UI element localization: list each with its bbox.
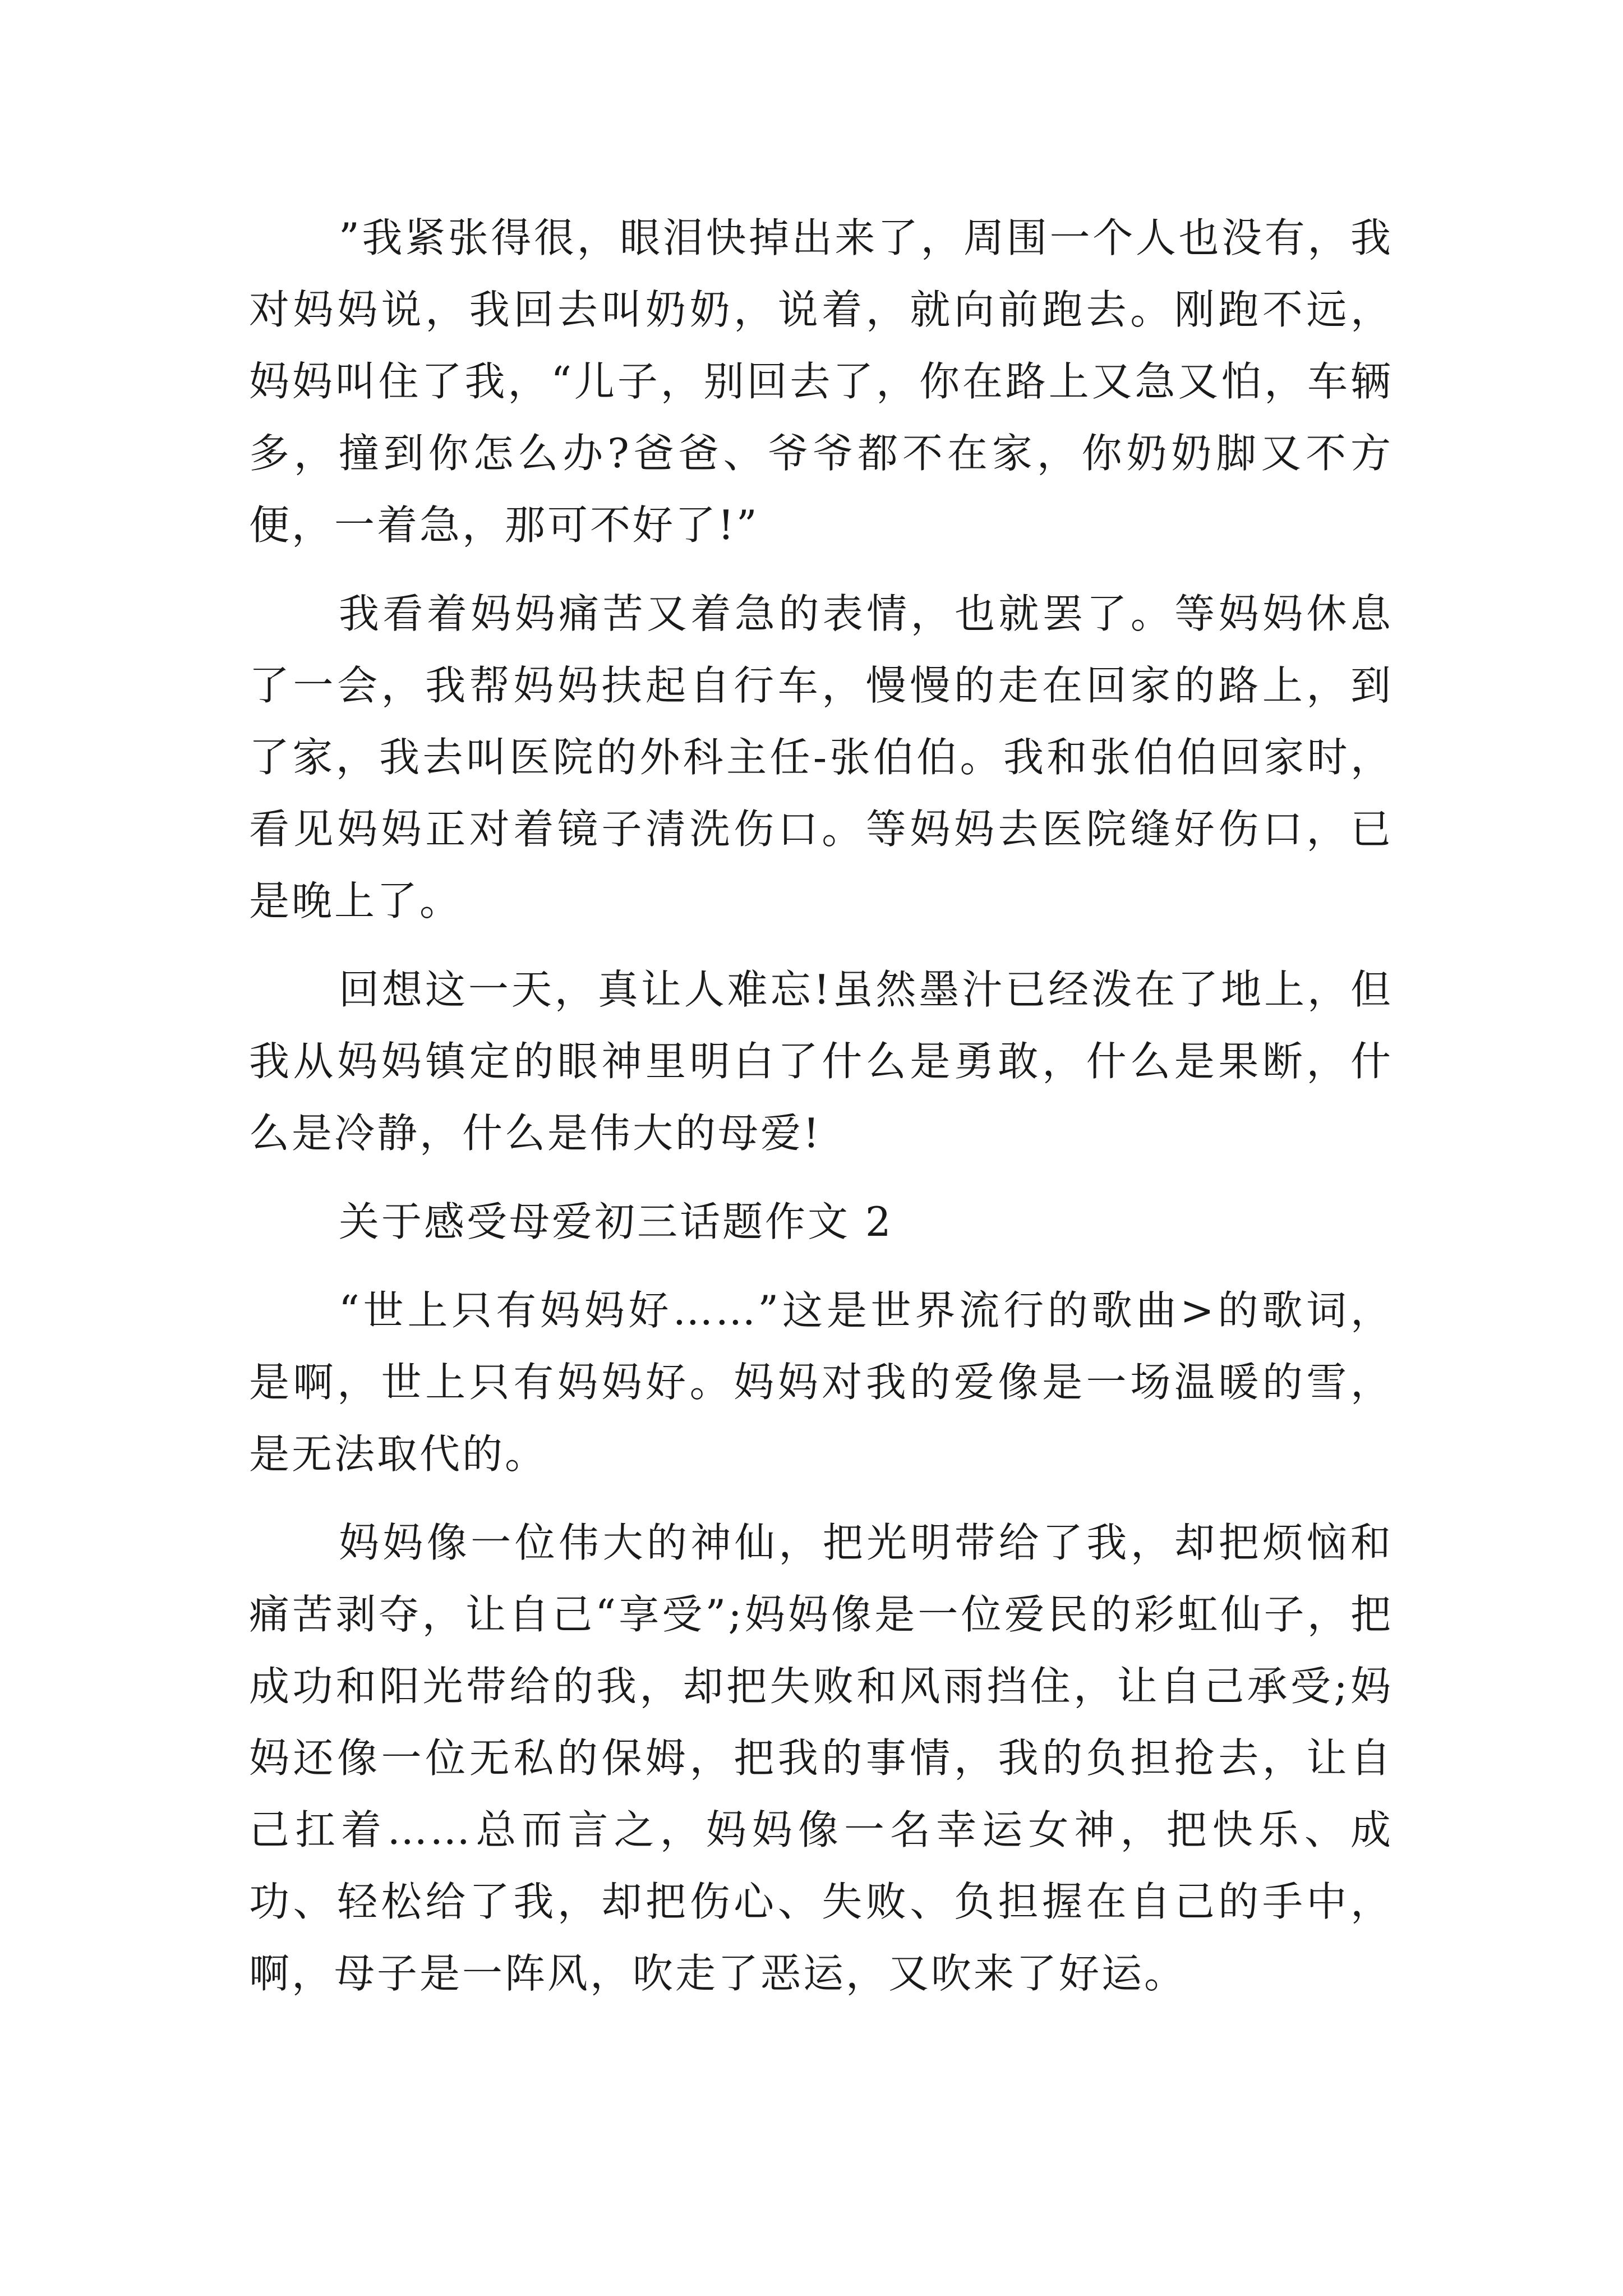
document-body	[249, 202, 1393, 2026]
paragraph-1: ”我紧张得很，眼泪快掉出来了，周围一个人也没有，我对妈妈说，我回去叫奶奶，说着，就向前跑去。刚跑不远，妈妈叫住了我，“儿子，别回去了，你在路上又急又怕，车辆多，撞到你怎么办?爸爸、爷爷都不在家，你奶奶脚又不方便，一着急，那可不好了!”	[249, 214, 1393, 549]
paragraph-3: 回想这一天，真让人难忘!虽然墨汁已经泼在了地上，但我从妈妈镇定的眼神里明白了什么是勇敢，什么是果断，什么是冷静，什么是伟大的母爱!	[249, 966, 1393, 1157]
section-heading: 关于感受母爱初三话题作文 2	[339, 1198, 893, 1245]
paragraph-5: 妈妈像一位伟大的神仙，把光明带给了我，却把烦恼和痛苦剥夺，让自己“享受”;妈妈像是一位爱民的彩虹仙子，把成功和阳光带给的我，却把失败和风雨挡住，让自己承受;妈妈还像一位无私的保姆，把我的事情，我的负担抢去，让自己扛着……总而言之，妈妈像一名幸运女神，把快乐、成功、轻松给了我，却把伤心、失败、负担握在自己的手中，啊，母子是一阵风，吹走了恶运，又吹来了好运。	[249, 1519, 1393, 1997]
paragraph-2: 我看着妈妈痛苦又着急的表情，也就罢了。等妈妈休息了一会，我帮妈妈扶起自行车，慢慢的走在回家的路上，到了家，我去叫医院的外科主任-张伯伯。我和张伯伯回家时，看见妈妈正对着镜子清洗伤口。等妈妈去医院缝好伤口，已是晚上了。	[249, 590, 1393, 924]
paragraph-4: “世上只有妈妈好……”这是世界流行的歌曲>的歌词，是啊，世上只有妈妈好。妈妈对我的爱像是一场温暖的雪，是无法取代的。	[249, 1287, 1393, 1478]
